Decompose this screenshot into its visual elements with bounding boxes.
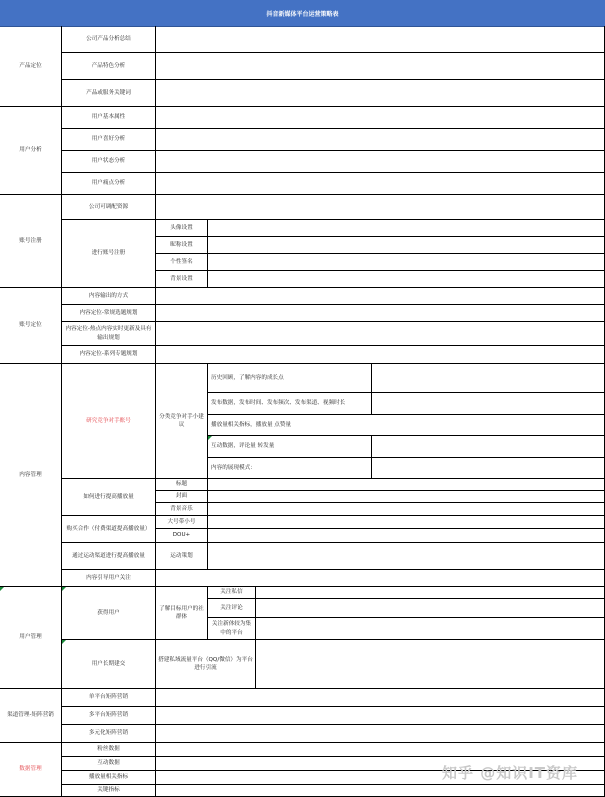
content-category: 分类竞争对手小建议 <box>156 364 208 479</box>
account-item: 昵称设置 <box>156 237 208 254</box>
data-row: 互动数据 <box>62 757 156 771</box>
content-item-value[interactable] <box>372 393 605 415</box>
product-row-value[interactable] <box>156 53 605 80</box>
user-row: 用户基本属性 <box>62 107 156 129</box>
content-pos-row: 内容输出的方式 <box>62 288 156 305</box>
paid-item: DOU+ <box>156 529 208 543</box>
paid-item: 大号带小号 <box>156 516 208 529</box>
account-item: 背景设置 <box>156 271 208 288</box>
section-content-pos: 账号定位 <box>0 288 62 364</box>
account-resources-value[interactable] <box>156 195 605 220</box>
table-title: 抖音新媒体平台运营策略表 <box>0 0 605 27</box>
usermgmt-get: 获得用户 <box>62 587 156 640</box>
matrix-row: 多元化矩阵营销 <box>62 725 156 743</box>
product-row: 公司产品分析总结 <box>62 26 156 53</box>
content-item-value[interactable] <box>372 436 605 458</box>
section-content: 内容管理 <box>0 364 62 587</box>
matrix-row: 单平台矩阵营销 <box>62 689 156 707</box>
content-activity: 通过运动渠道进行提高播放量 <box>62 543 156 570</box>
learn-item-value[interactable] <box>256 618 605 640</box>
product-row-value[interactable] <box>156 26 605 53</box>
improve-item-value[interactable] <box>208 479 605 491</box>
cell-marker-icon <box>62 587 66 591</box>
content-paid: 购买合作（付费渠道提高播放量） <box>62 516 156 543</box>
activity-item-value[interactable] <box>208 543 605 570</box>
user-row-value[interactable] <box>156 107 605 129</box>
account-item-value[interactable] <box>208 237 605 254</box>
content-item: 互动数据，评论量 转发量 <box>208 436 372 458</box>
matrix-row-value[interactable] <box>156 707 605 725</box>
content-pos-row: 内容定位-热点内容实时更新及具有输出规划 <box>62 322 156 346</box>
account-item-value[interactable] <box>208 271 605 288</box>
usermgmt-maintain: 用户长期建交 <box>62 640 156 689</box>
learn-item-value[interactable] <box>256 599 605 618</box>
content-guide: 内容引导用户关注 <box>62 570 156 587</box>
section-matrix: 渠道管理-矩阵营销 <box>0 689 62 743</box>
product-row-value[interactable] <box>156 80 605 107</box>
account-item: 个性签名 <box>156 254 208 271</box>
usermgmt-learn: 了解目标用户的社群体 <box>156 587 208 640</box>
improve-item: 标题 <box>156 479 208 491</box>
learn-item-value[interactable] <box>256 587 605 599</box>
section-usermgmt: 用户管理 <box>0 587 62 689</box>
content-item: 发布数据，发布时间、发布频次、发布渠道、视频时长 <box>208 393 372 415</box>
user-row-value[interactable] <box>156 173 605 195</box>
matrix-row: 多平台矩阵营销 <box>62 707 156 725</box>
data-row-value[interactable] <box>156 743 605 757</box>
content-pos-value[interactable] <box>156 288 605 305</box>
user-row: 用户痛点分析 <box>62 173 156 195</box>
user-row-value[interactable] <box>156 129 605 151</box>
section-user: 用户分析 <box>0 107 62 195</box>
paid-item-value[interactable] <box>208 529 605 543</box>
content-item: 历史回顾，了解内容的成长点 <box>208 364 372 393</box>
data-row: 关键指标 <box>62 785 156 797</box>
learn-item: 关注评论 <box>208 599 256 618</box>
section-product: 产品定位 <box>0 26 62 107</box>
content-pos-value[interactable] <box>156 346 605 364</box>
watermark: 知乎 @知识IT资库 <box>442 764 579 782</box>
cell-marker-icon <box>62 640 66 644</box>
section-data: 数据管理 <box>0 743 62 797</box>
matrix-row-value[interactable] <box>156 725 605 743</box>
data-row: 播放量相关指标 <box>62 771 156 785</box>
content-pos-value[interactable] <box>156 322 605 346</box>
account-register: 进行账号注册 <box>62 220 156 288</box>
content-item: 播放量相关指标，播放量 点赞量 <box>208 415 605 436</box>
data-row: 粉丝数据 <box>62 743 156 757</box>
content-pos-row: 内容定位-系列专题规划 <box>62 346 156 364</box>
learn-item: 关注新体较为集中的平台 <box>208 618 256 640</box>
user-row: 用户喜好分析 <box>62 129 156 151</box>
paid-item-value[interactable] <box>208 516 605 529</box>
improve-item: 封面 <box>156 491 208 503</box>
improve-item-value[interactable] <box>208 503 605 516</box>
account-item-value[interactable] <box>208 220 605 237</box>
product-row: 产品或服务关键词 <box>62 80 156 107</box>
content-pos-value[interactable] <box>156 305 605 322</box>
content-item-value[interactable] <box>372 458 605 479</box>
content-pos-row: 内容定位-常规选题规划 <box>62 305 156 322</box>
matrix-row-value[interactable] <box>156 689 605 707</box>
section-account: 账号注册 <box>0 195 62 288</box>
account-item: 头像设置 <box>156 220 208 237</box>
product-row: 产品特色分析 <box>62 53 156 80</box>
content-item-value[interactable] <box>372 364 605 393</box>
content-item: 内容的展现模式： <box>208 458 372 479</box>
cell-marker-icon <box>208 436 212 440</box>
usermgmt-maintain-value[interactable] <box>256 640 605 689</box>
content-guide-value[interactable] <box>156 570 605 587</box>
user-row: 用户状态分析 <box>62 151 156 173</box>
account-item-value[interactable] <box>208 254 605 271</box>
cell-marker-icon <box>0 587 4 591</box>
user-row-value[interactable] <box>156 151 605 173</box>
content-improve: 如何进行提高播放量 <box>62 479 156 516</box>
improve-item-value[interactable] <box>208 491 605 503</box>
learn-item: 关注私信 <box>208 587 256 599</box>
activity-item: 运动策划 <box>156 543 208 570</box>
content-research: 研究竞争对手账号 <box>62 364 156 479</box>
data-row-value[interactable] <box>156 785 605 797</box>
usermgmt-maintain-desc: 搭建私域流量平台（QQ/微信）为平台进行引流 <box>156 640 256 689</box>
improve-item: 背景音乐 <box>156 503 208 516</box>
account-resources: 公司可调配资源 <box>62 195 156 220</box>
